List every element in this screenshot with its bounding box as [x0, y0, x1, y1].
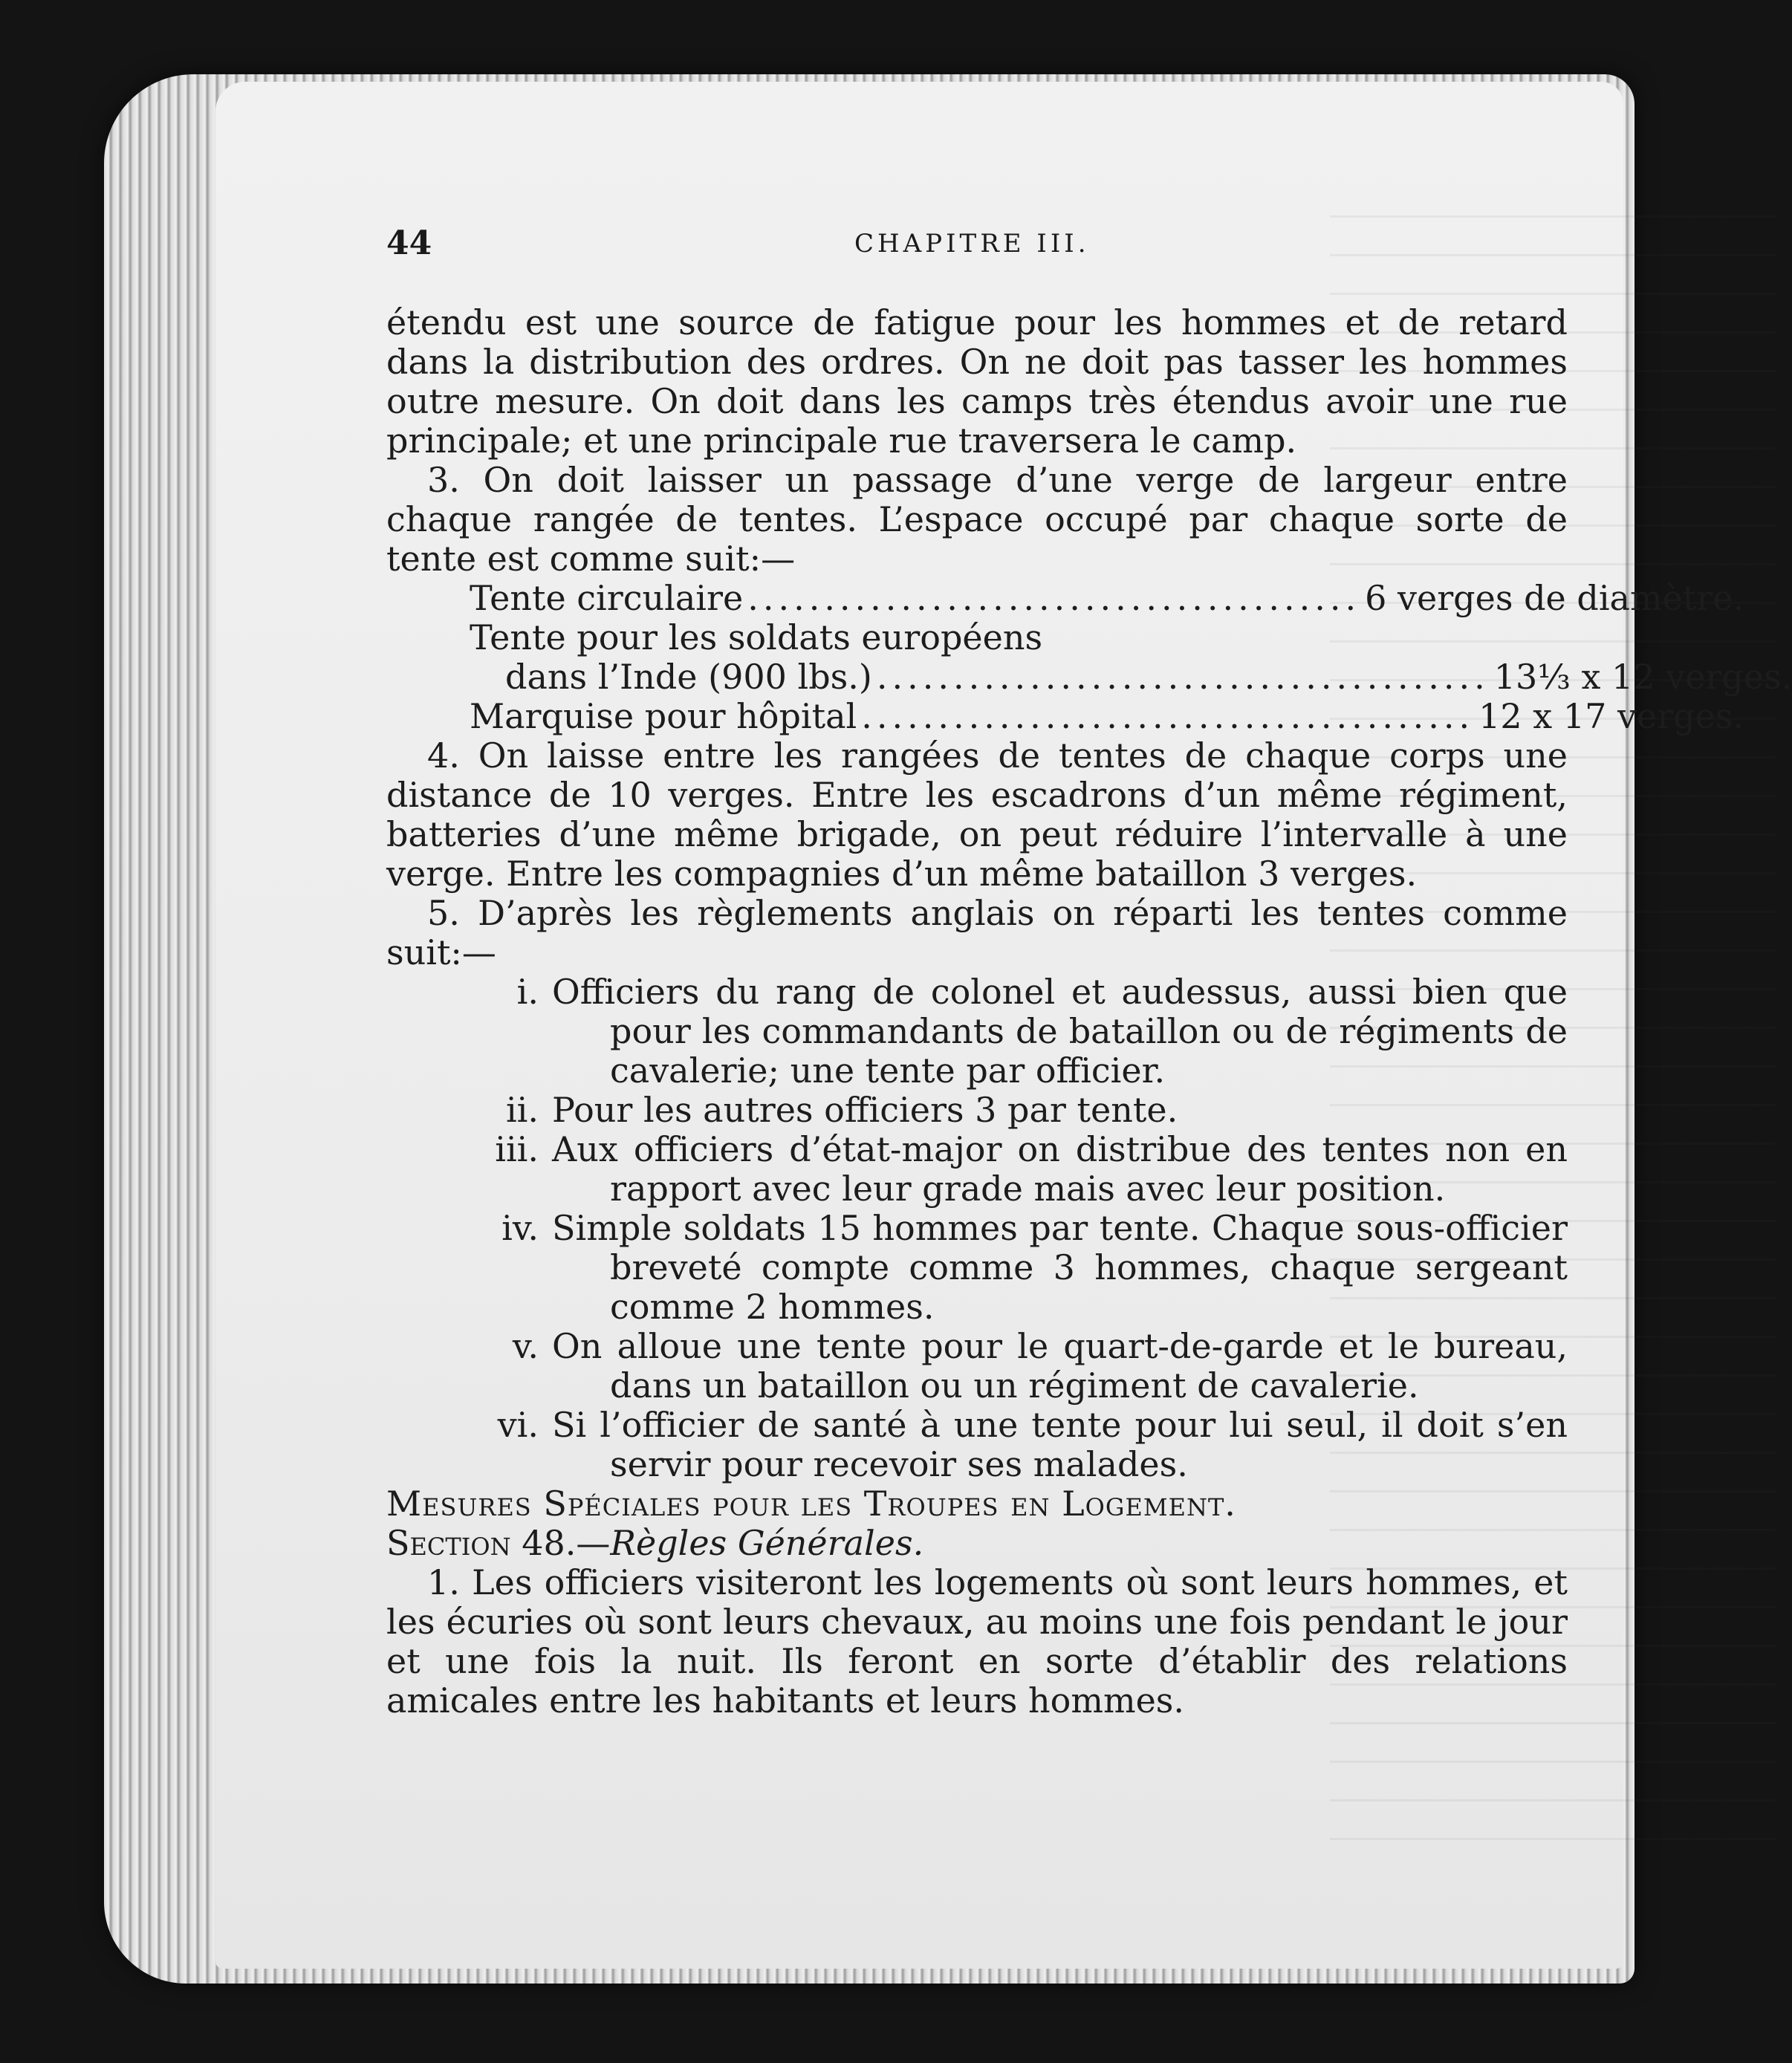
list-item: [386, 1327, 1568, 1406]
tent-label: dans l’Inde (900 lbs.): [505, 657, 872, 697]
tent-label: Marquise pour hôpital: [470, 696, 857, 736]
section-number: Section 48.—: [386, 1523, 611, 1563]
running-head: CHAPITRE III.: [854, 229, 1090, 259]
paragraph-5: 5. D’après les règlements anglais on réparti les tentes comme suit:—: [386, 893, 1568, 972]
tent-row-circulaire: [386, 578, 1744, 618]
section-subtitle: Règles Générales.: [610, 1523, 924, 1563]
section-heading: Mesures Spéciales pour les Troupes en Logement.: [386, 1484, 1236, 1524]
paragraph-3: 3. On doit laisser un passage d’une verge de largeur entre chaque rangée de tentes. L’espace occupé par chaque sorte de tente est comme suit:—: [386, 460, 1568, 579]
tent-row-europeens: [386, 618, 1568, 657]
list-item-text: Si l’officier de santé à une tente pour lui seul, il doit s’en servir pour recevoir ses malades.: [552, 1405, 1568, 1484]
tent-value: 12 x 17 verges.: [1478, 696, 1744, 736]
list-item-number: vi.: [497, 1405, 539, 1445]
page-header: [386, 224, 1568, 269]
list-item-number: iii.: [495, 1129, 539, 1169]
list-item-number: ii.: [505, 1090, 539, 1130]
leader-dots: ........................................: [861, 696, 1475, 736]
list-item-text: Simple soldats 15 hommes par tente. Chaque sous-officier breveté compte comme 3 hommes, chaque sergeant comme 2 hommes.: [552, 1208, 1568, 1327]
list-item: [386, 1406, 1568, 1484]
body-text: [386, 302, 1792, 1721]
section-subheading: [386, 1524, 1568, 1563]
leader-dots: ........................................: [747, 578, 1361, 618]
tent-row-marquise: [386, 696, 1744, 736]
paragraph-1: 1. Les officiers visiteront les logements où sont leurs hommes, et les écuries où sont leurs chevaux, au moins une fois pendant le jour et une fois la nuit. Ils feront en sorte d’établir des relations amicales entre les habitants et leurs hommes.: [386, 1562, 1568, 1721]
list-item-number: i.: [516, 972, 539, 1012]
list-item-text: On alloue une tente pour le quart-de-garde et le bureau, dans un bataillon ou un régiment de cavalerie.: [552, 1326, 1568, 1406]
list-item-text: Aux officiers d’état-major on distribue des tentes non en rapport avec leur grade mais avec leur position.: [552, 1129, 1568, 1209]
tent-value: 6 verges de diamètre.: [1365, 578, 1744, 618]
tent-label: Tente circulaire: [470, 578, 744, 618]
list-item: [386, 972, 1568, 1091]
tent-value: 13⅓ x 12 verges.: [1493, 657, 1792, 697]
list-item: [386, 1091, 1568, 1130]
paragraph-intro: étendu est une source de fatigue pour les hommes et de retard dans la distribution des ordres. On ne doit pas tasser les hommes outre mesure. On doit dans les camps très étendus avoir une rue principale; et une principale rue traversera le camp.: [386, 302, 1568, 461]
list-item: [386, 1130, 1568, 1209]
paragraph-4: 4. On laisse entre les rangées de tentes de chaque corps une distance de 10 verges. Entre les escadrons d’un même régiment, batteries d’une même brigade, on peut réduire l’intervalle à une verge. Entre les compagnies d’un même bataillon 3 verges.: [386, 735, 1568, 894]
list-item-text: Pour les autres officiers 3 par tente.: [552, 1090, 1178, 1130]
list-item-number: iv.: [501, 1208, 539, 1248]
list-item-number: v.: [512, 1326, 539, 1366]
leader-dots: ........................................: [876, 657, 1490, 697]
list-item-text: Officiers du rang de colonel et audessus, aussi bien que pour les commandants de bataillon ou de régiments de cavalerie; une tente par officier.: [552, 972, 1568, 1091]
page-number: 44: [386, 224, 432, 262]
tent-label: Tente pour les soldats européens: [470, 617, 1043, 657]
tent-row-inde: [386, 657, 1792, 697]
list-item: [386, 1209, 1568, 1327]
